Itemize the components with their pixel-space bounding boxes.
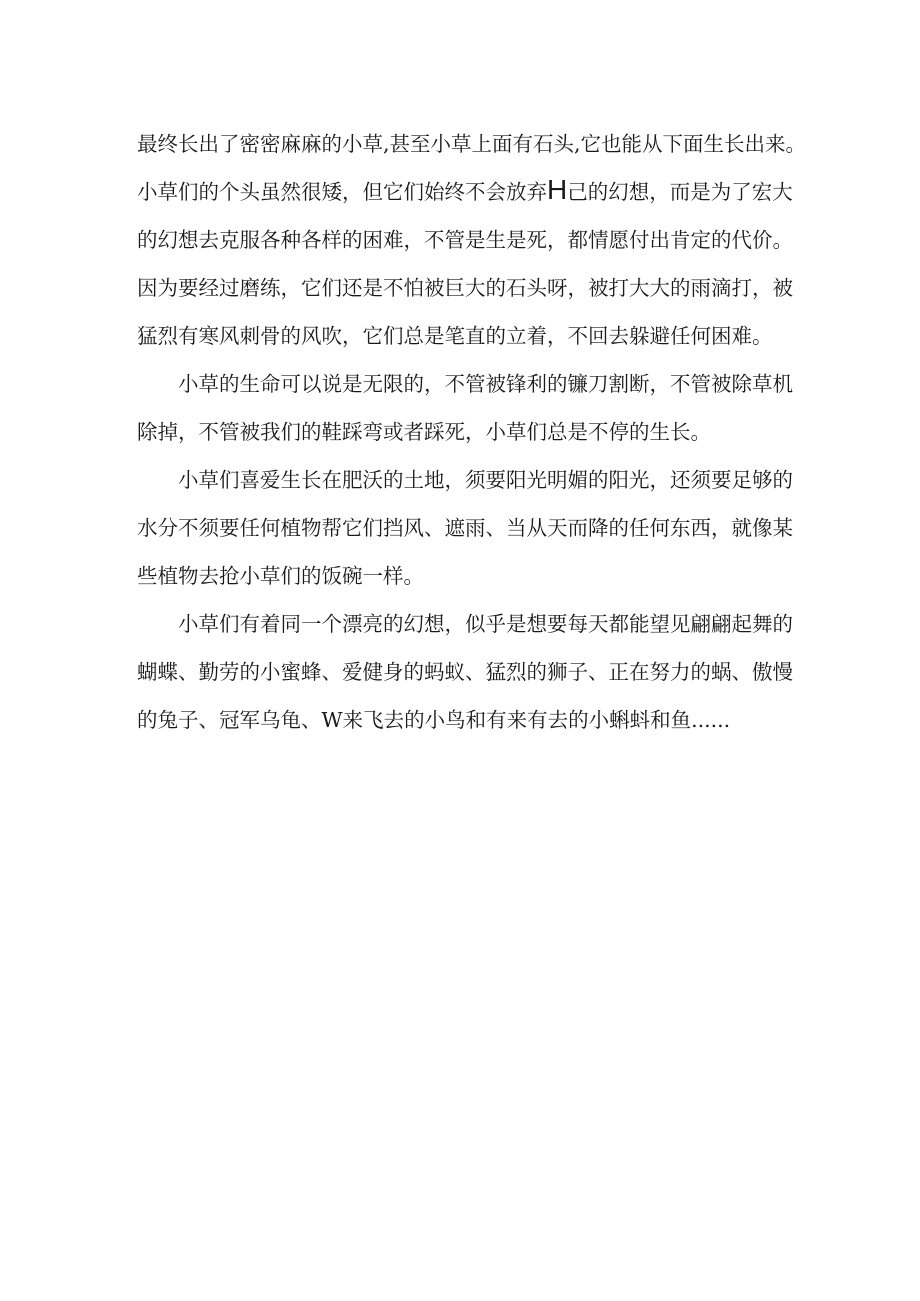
text-line: 些植物去抢小草们的饭碗一样。: [137, 564, 424, 588]
document-body: [137, 120, 807, 744]
text-line: 的幻想去克服各种各样的困难，不管是生是死，都情愿付出肯定的代价。: [137, 228, 793, 252]
text-line: 小草们喜爱生长在肥沃的土地，须要阳光明媚的阳光，还须要足够的: [178, 468, 793, 492]
text-segment: 己的幻想，而是为了宏大: [567, 180, 793, 204]
text-line: 猛烈有寒风刺骨的风吹，它们总是笔直的立着，不回去躲避任何困难。: [137, 324, 773, 348]
text-line: 最终长出了密密麻麻的小草,甚至小草上面有石头,它也能从下面生长出来。: [137, 132, 807, 156]
text-line: [137, 168, 797, 216]
glyph-h: H: [547, 174, 568, 205]
text-segment: 小草们的个头虽然很矮，但它们始终不会放弃: [137, 180, 547, 204]
text-line: 除掉，不管被我们的鞋踩弯或者踩死，小草们总是不停的生长。: [137, 420, 711, 444]
text-line: 的兔子、冠军乌龟、W来飞去的小鸟和有来有去的小蝌蚪和鱼......: [137, 708, 731, 732]
text-line: 水分不须要任何植物帮它们挡风、遮雨、当从天而降的任何东西，就像某: [137, 516, 793, 540]
text-line: 小草的生命可以说是无限的，不管被锋利的镰刀割断，不管被除草机: [178, 372, 793, 396]
text-line: 小草们有着同一个漂亮的幻想，似乎是想要每天都能望见翩翩起舞的: [178, 612, 793, 636]
text-line: 因为要经过磨练，它们还是不怕被巨大的石头呀，被打大大的雨滴打，被: [137, 276, 793, 300]
text-line: 蝴蝶、勤劳的小蜜蜂、爱健身的蚂蚁、猛烈的狮子、正在努力的蜗、傲慢: [137, 660, 793, 684]
